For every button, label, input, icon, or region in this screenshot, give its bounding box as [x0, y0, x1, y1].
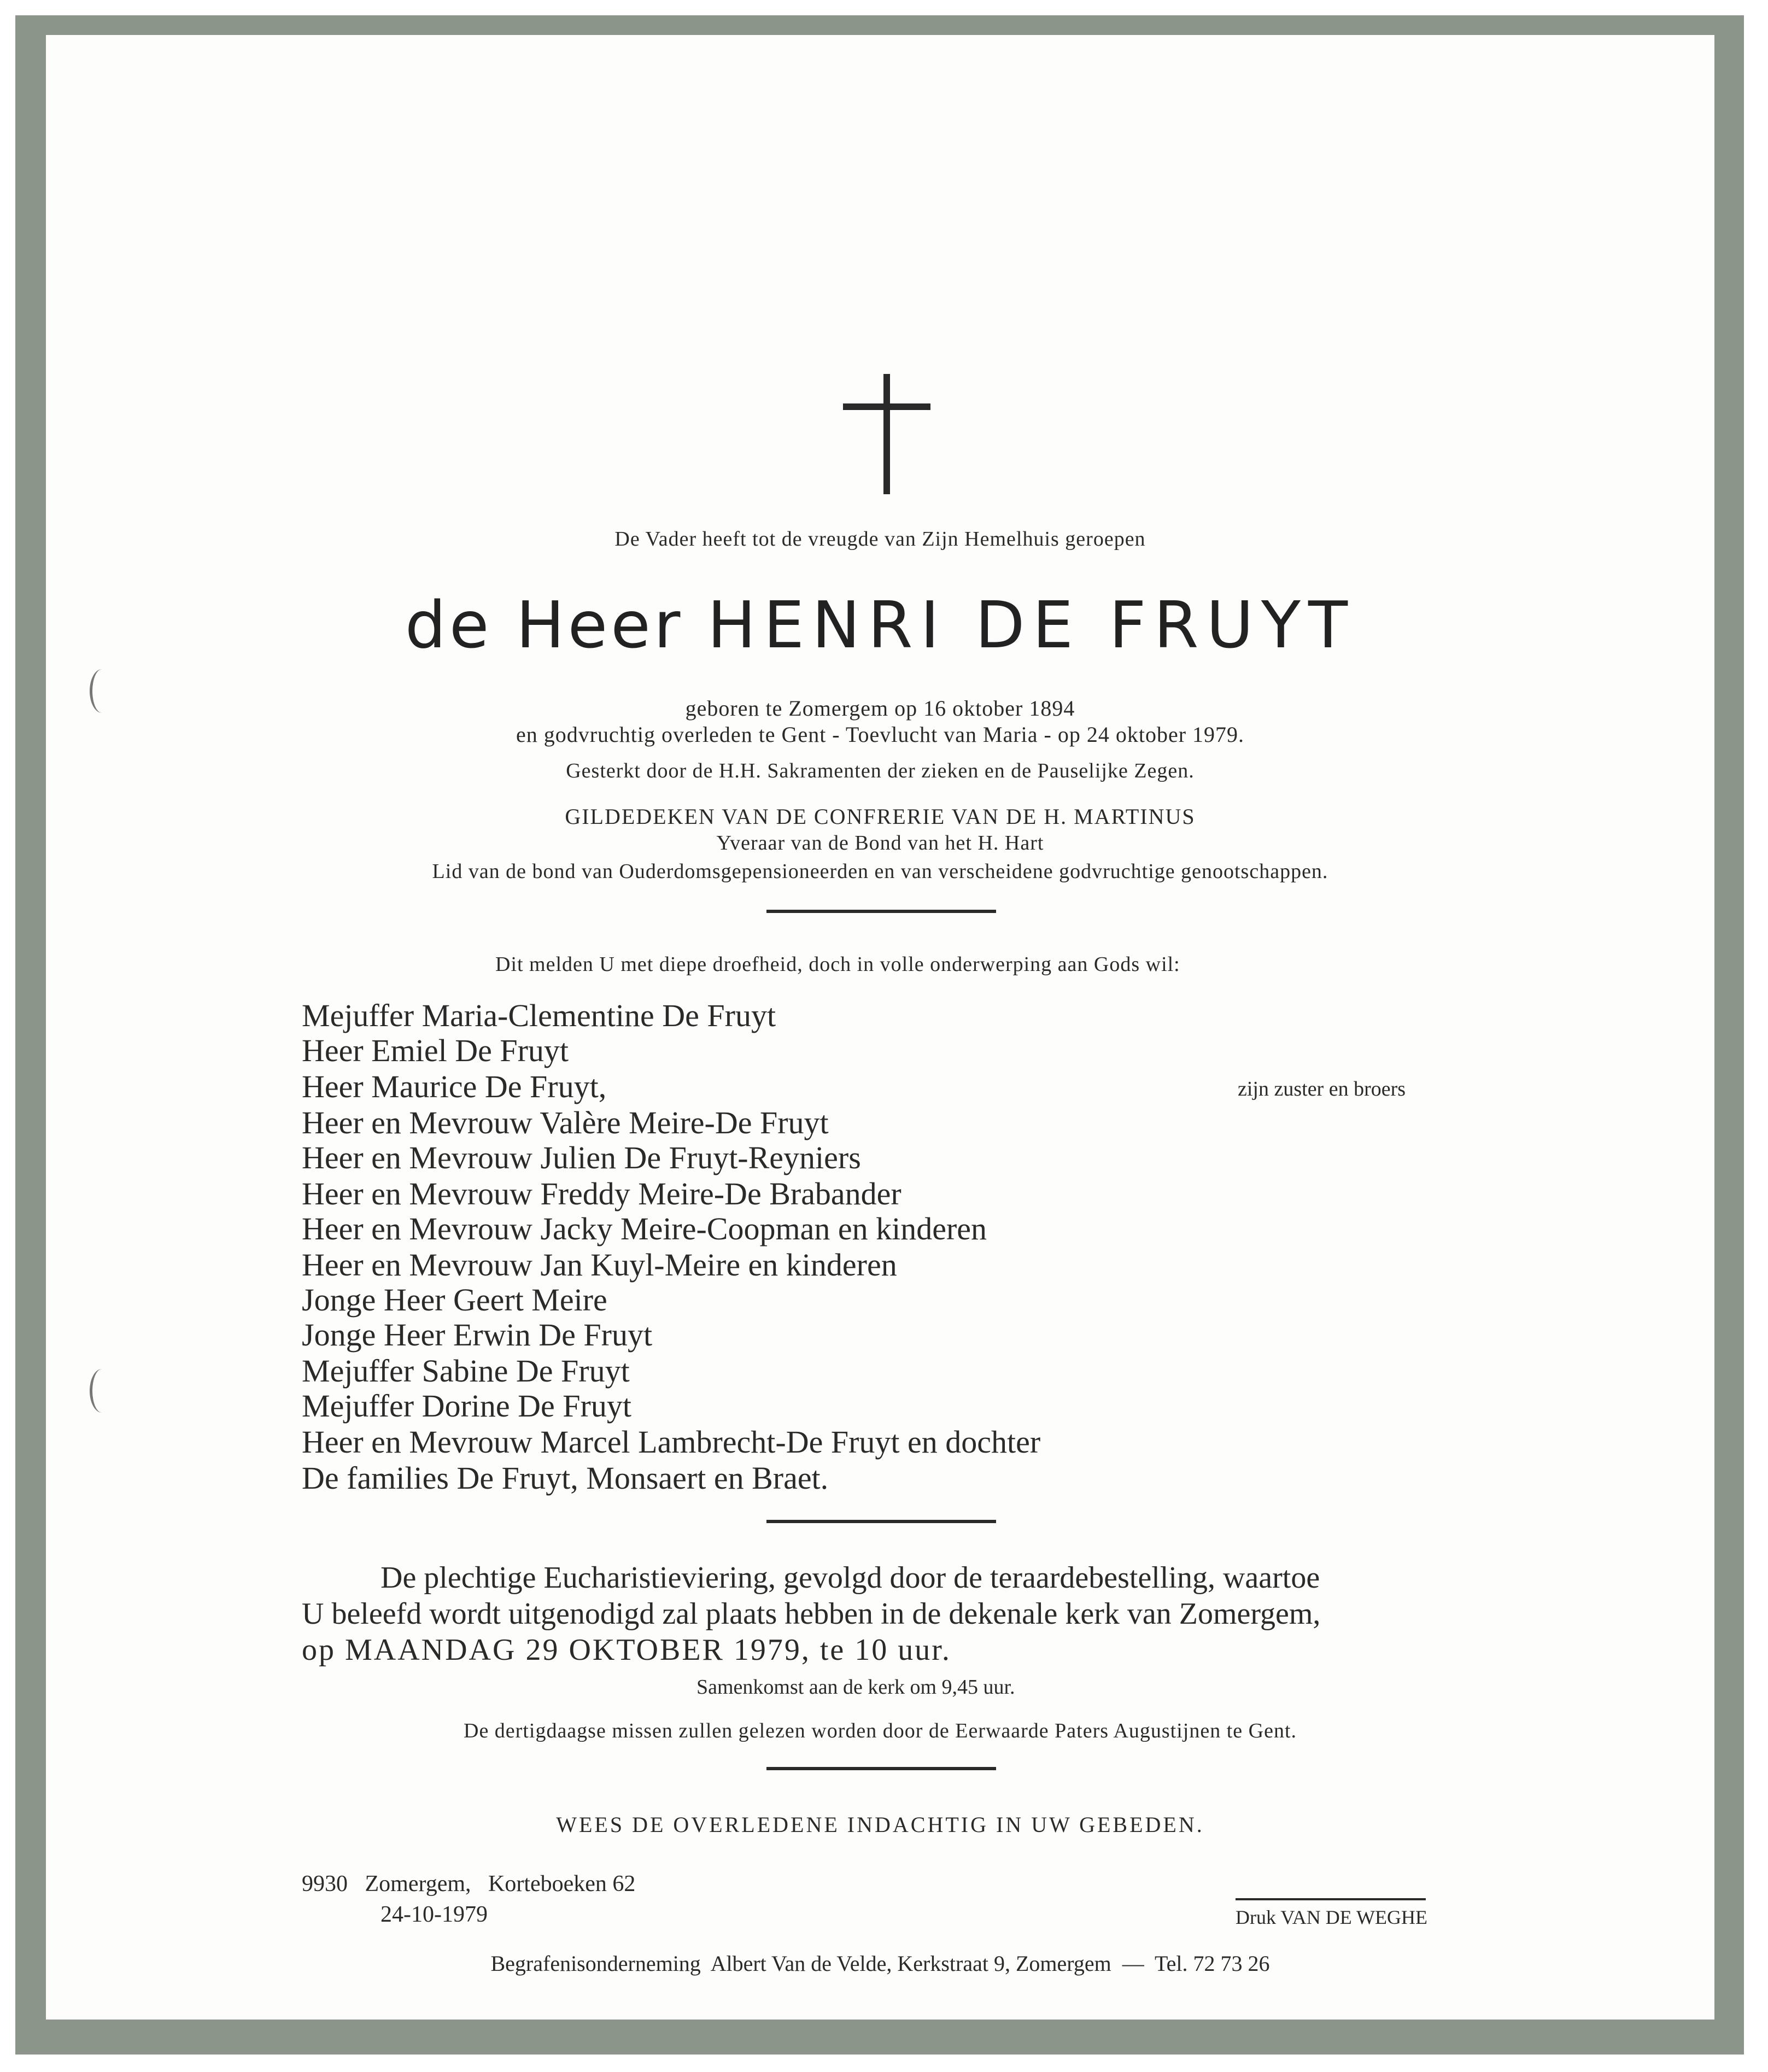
- family-note: zijn zuster en broers: [1238, 1078, 1406, 1101]
- name-full: HENRI DE FRUYT: [707, 587, 1356, 663]
- family-member: Mejuffer Maria-Clementine De Fruyt: [302, 998, 776, 1033]
- birth-line: geboren te Zomergem op 16 oktober 1894: [685, 696, 1075, 721]
- printer-rule: [1236, 1898, 1426, 1900]
- cross-icon: [883, 374, 890, 494]
- family-member: Heer Emiel De Fruyt: [302, 1033, 569, 1068]
- undertaker-line: Begrafenisonderneming Albert Van de Velde, Kerkstraat 9, Zomergem — Tel. 72 73 26: [490, 1951, 1270, 1976]
- family-member: De families De Fruyt, Monsaert en Braet.: [302, 1460, 829, 1496]
- title-line: GILDEDEKEN VAN DE CONFRERIE VAN DE H. MARTINUS: [565, 804, 1196, 829]
- family-member: Heer en Mevrouw Jacky Meire-Coopman en kinderen: [302, 1211, 987, 1246]
- printer-line: Druk VAN DE WEGHE: [1236, 1906, 1427, 1928]
- title-line: Lid van de bond van Ouderdomsgepensioneerden en van verscheidene godvruchtige genootschappen.: [432, 860, 1328, 883]
- ceremony-line: U beleefd wordt uitgenodigd zal plaats hebben in de dekenale kerk van Zomergem,: [302, 1597, 1321, 1631]
- name-prefix: de Heer: [405, 587, 684, 663]
- cross-icon-bar: [843, 403, 930, 410]
- ceremony-line: op MAANDAG 29 OKTOBER 1979, te 10 uur.: [302, 1633, 951, 1667]
- family-member: Mejuffer Dorine De Fruyt: [302, 1388, 631, 1424]
- family-member: Heer Maurice De Fruyt,: [302, 1069, 607, 1104]
- mourning-card: [46, 35, 1714, 2020]
- address-line: 9930 Zomergem, Korteboeken 62: [302, 1871, 636, 1897]
- title-line: Yveraar van de Bond van het H. Hart: [716, 832, 1044, 854]
- death-line: en godvruchtig overleden te Gent - Toevlucht van Maria - op 24 oktober 1979.: [516, 722, 1245, 747]
- ceremony-line: De plechtige Eucharistieviering, gevolgd door de teraardebestelling, waartoe: [380, 1561, 1320, 1595]
- remember-line: WEES DE OVERLEDENE INDACHTIG IN UW GEBEDEN.: [556, 1812, 1204, 1837]
- sacraments-line: Gesterkt door de H.H. Sakramenten der zieken en de Pauselijke Zegen.: [566, 759, 1195, 782]
- family-member: Heer en Mevrouw Jan Kuyl-Meire en kinderen: [302, 1247, 897, 1283]
- gathering-line: Samenkomst aan de kerk om 9,45 uur.: [696, 1676, 1015, 1699]
- intro-line: De Vader heeft tot de vreugde van Zijn Hemelhuis geroepen: [614, 528, 1146, 551]
- divider: [766, 1767, 996, 1770]
- family-member: Heer en Mevrouw Marcel Lambrecht-De Fruyt en dochter: [302, 1424, 1041, 1460]
- date-line: 24-10-1979: [380, 1902, 488, 1927]
- family-member: Heer en Mevrouw Valère Meire-De Fruyt: [302, 1105, 829, 1140]
- family-member: Mejuffer Sabine De Fruyt: [302, 1353, 630, 1389]
- family-member: Jonge Heer Geert Meire: [302, 1282, 607, 1318]
- punch-hole-bottom: [90, 1369, 114, 1413]
- divider: [766, 910, 996, 913]
- masses-line: De dertigdaagse missen zullen gelezen worden door de Eerwaarde Paters Augustijnen te Gent.: [464, 1719, 1297, 1742]
- announce-line: Dit melden U met diepe droefheid, doch in volle onderwerping aan Gods wil:: [495, 953, 1180, 976]
- deceased-name: [46, 587, 1714, 663]
- family-member: Heer en Mevrouw Freddy Meire-De Brabander: [302, 1176, 901, 1211]
- family-member: Heer en Mevrouw Julien De Fruyt-Reyniers: [302, 1140, 861, 1175]
- family-member: Jonge Heer Erwin De Fruyt: [302, 1317, 653, 1353]
- divider: [766, 1520, 996, 1523]
